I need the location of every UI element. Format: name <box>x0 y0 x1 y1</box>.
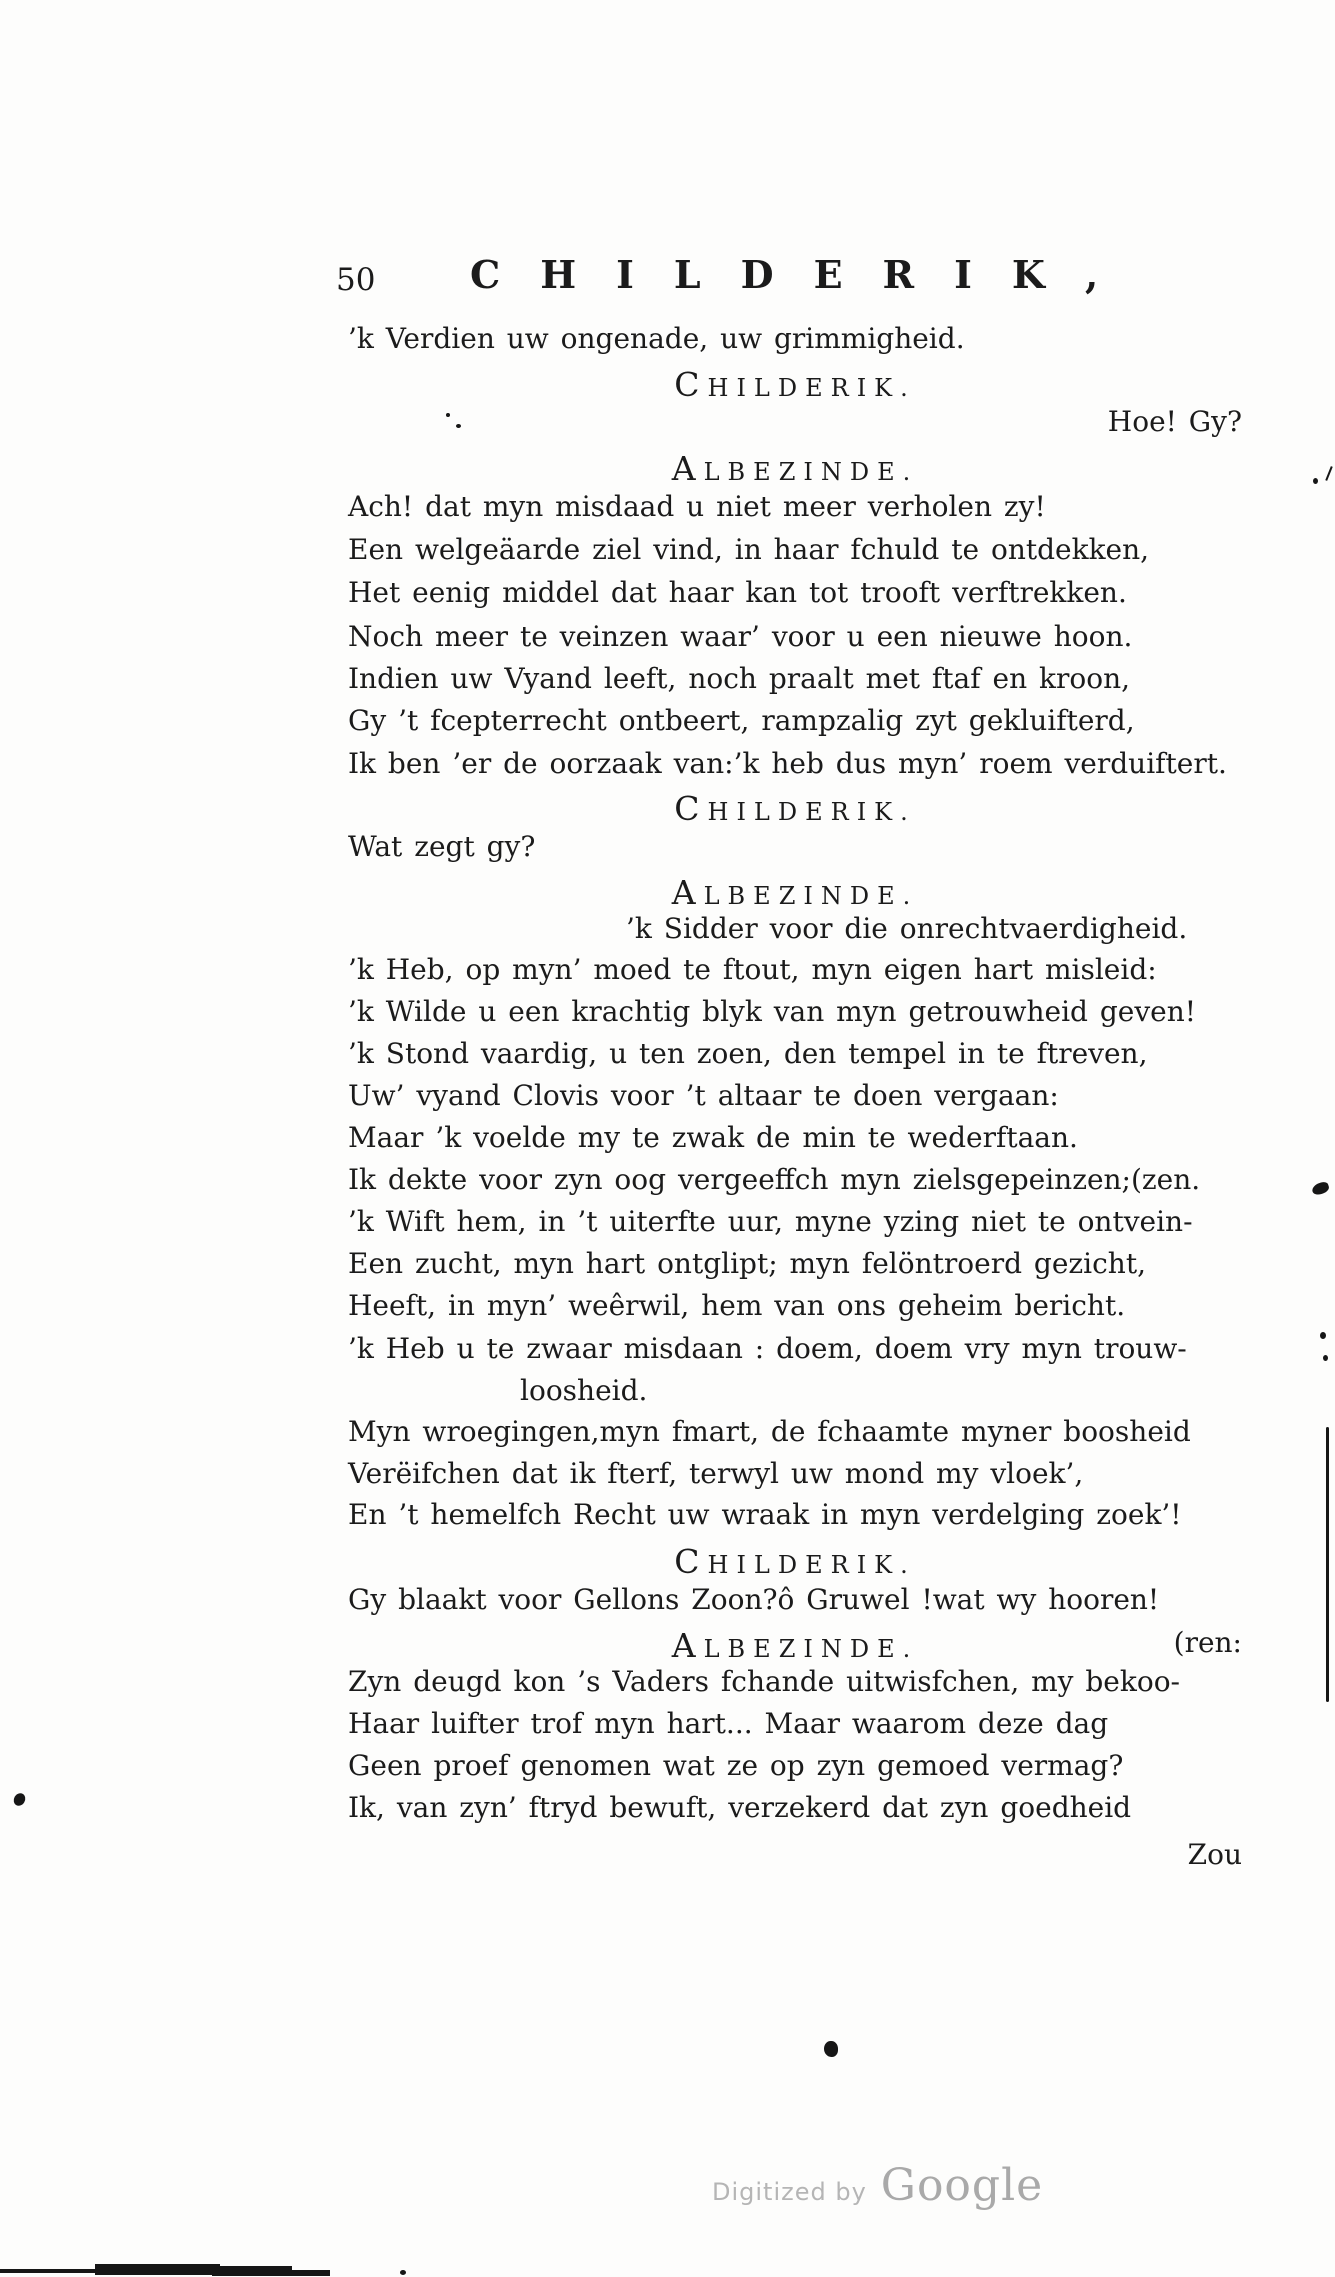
scan-margin-line <box>1326 1427 1329 1702</box>
verse-line: ’k Heb u te zwaar misdaan : doem, doem vry myn trouw- <box>348 1332 1187 1365</box>
verse-line: ’k Wift hem, in ’t uiterfte uur, myne yzing niet te ontvein- <box>348 1205 1193 1238</box>
verse-line: En ’t hemelfch Recht uw wraak in myn verdelging zoek’! <box>348 1498 1182 1531</box>
verse-line: ’k Heb, op myn’ moed te ftout, myn eigen hart misleid: <box>348 953 1157 986</box>
scan-speck <box>11 1791 27 1808</box>
scan-edge-bar <box>212 2266 292 2276</box>
speaker-heading: CHILDERIK. <box>674 1542 916 1581</box>
scan-edge-bar <box>288 2270 330 2276</box>
verse-line: Verëifchen dat ik fterf, terwyl uw mond my vloek’, <box>348 1457 1084 1490</box>
page-number: 50 <box>336 262 376 298</box>
running-title: CHILDERIK, <box>470 252 1139 297</box>
scan-speck <box>1325 466 1332 481</box>
scan-edge-bar <box>0 2269 102 2273</box>
verse-runover-line: loosheid. <box>520 1374 648 1407</box>
scan-speck <box>1320 1332 1326 1339</box>
scan-speck <box>400 2270 406 2275</box>
speaker-heading: CHILDERIK. <box>674 789 916 828</box>
verse-line: Maar ’k voelde my te zwak de min te wederftaan. <box>348 1121 1078 1154</box>
verse-line: Uw’ vyand Clovis voor ’t altaar te doen vergaan: <box>348 1079 1059 1112</box>
verse-line: Indien uw Vyand leeft, noch praalt met ftaf en kroon, <box>348 662 1131 695</box>
verse-line: Haar luifter trof myn hart... Maar waarom deze dag <box>348 1707 1109 1740</box>
verse-line: Een welgeäarde ziel vind, in haar fchuld te ontdekken, <box>348 533 1150 566</box>
google-logo: Google <box>880 2160 1044 2211</box>
verse-line: ’k Verdien uw ongenade, uw grimmigheid. <box>348 322 965 355</box>
verse-line: ’k Stond vaardig, u ten zoen, den tempel in te ftreven, <box>348 1037 1148 1070</box>
verse-line: Ach! dat myn misdaad u niet meer verholen zy! <box>348 490 1046 523</box>
verse-line: Ik, van zyn’ ftryd bewuft, verzekerd dat zyn goedheid <box>348 1791 1132 1824</box>
verse-line: Geen proef genomen wat ze op zyn gemoed vermag? <box>348 1749 1124 1782</box>
scan-speck <box>1323 1355 1328 1361</box>
verse-line: Noch meer te veinzen waar’ voor u een nieuwe hoon. <box>348 620 1133 653</box>
scan-speck <box>1313 478 1318 484</box>
verse-line: Een zucht, myn hart ontglipt; myn felöntroerd gezicht, <box>348 1247 1146 1280</box>
verse-line: Heeft, in myn’ weêrwil, hem van ons geheim bericht. <box>348 1289 1126 1322</box>
stage-line: Hoe! Gy? <box>1107 405 1242 438</box>
scan-speck <box>1311 1181 1331 1197</box>
verse-line: Myn wroegingen,myn fmart, de fchaamte myner boosheid <box>348 1415 1191 1448</box>
verse-line: Gy ’t fcepterrecht ontbeert, rampzalig zyt gekluifterd, <box>348 704 1135 737</box>
verse-line: Wat zegt gy? <box>348 830 536 863</box>
speaker-heading: ALBEZINDE. <box>671 873 919 912</box>
catchword: Zou <box>1187 1838 1242 1871</box>
verse-line: Gy blaakt voor Gellons Zoon?ô Gruwel !wat wy hooren! <box>348 1583 1160 1616</box>
scan-speck <box>456 424 461 428</box>
verse-line: Ik dekte voor zyn oog vergeeffch myn zielsgepeinzen;(zen. <box>348 1163 1201 1196</box>
speaker-heading: ALBEZINDE. <box>671 449 919 488</box>
verse-line: Ik ben ’er de oorzaak van:’k heb dus myn’ roem verduiftert. <box>348 747 1227 780</box>
speaker-heading: CHILDERIK. <box>674 365 916 404</box>
digitization-watermark <box>712 2160 1043 2211</box>
verse-line: Zyn deugd kon ’s Vaders fchande uitwisfchen, my bekoo- <box>348 1665 1181 1698</box>
verse-line: ’k Sidder voor die onrechtvaerdigheid. <box>626 912 1188 945</box>
scan-edge-bar <box>95 2264 220 2275</box>
verse-line: ’k Wilde u een krachtig blyk van myn getrouwheid geven! <box>348 995 1197 1028</box>
turnover-aside: (ren: <box>1173 1626 1242 1659</box>
speaker-heading: ALBEZINDE. <box>671 1626 919 1665</box>
scan-speck <box>446 413 450 417</box>
watermark-prefix-label: Digitized by <box>712 2178 867 2206</box>
verse-line: Het eenig middel dat haar kan tot trooft verftrekken. <box>348 576 1127 609</box>
scan-speck <box>824 2041 838 2057</box>
